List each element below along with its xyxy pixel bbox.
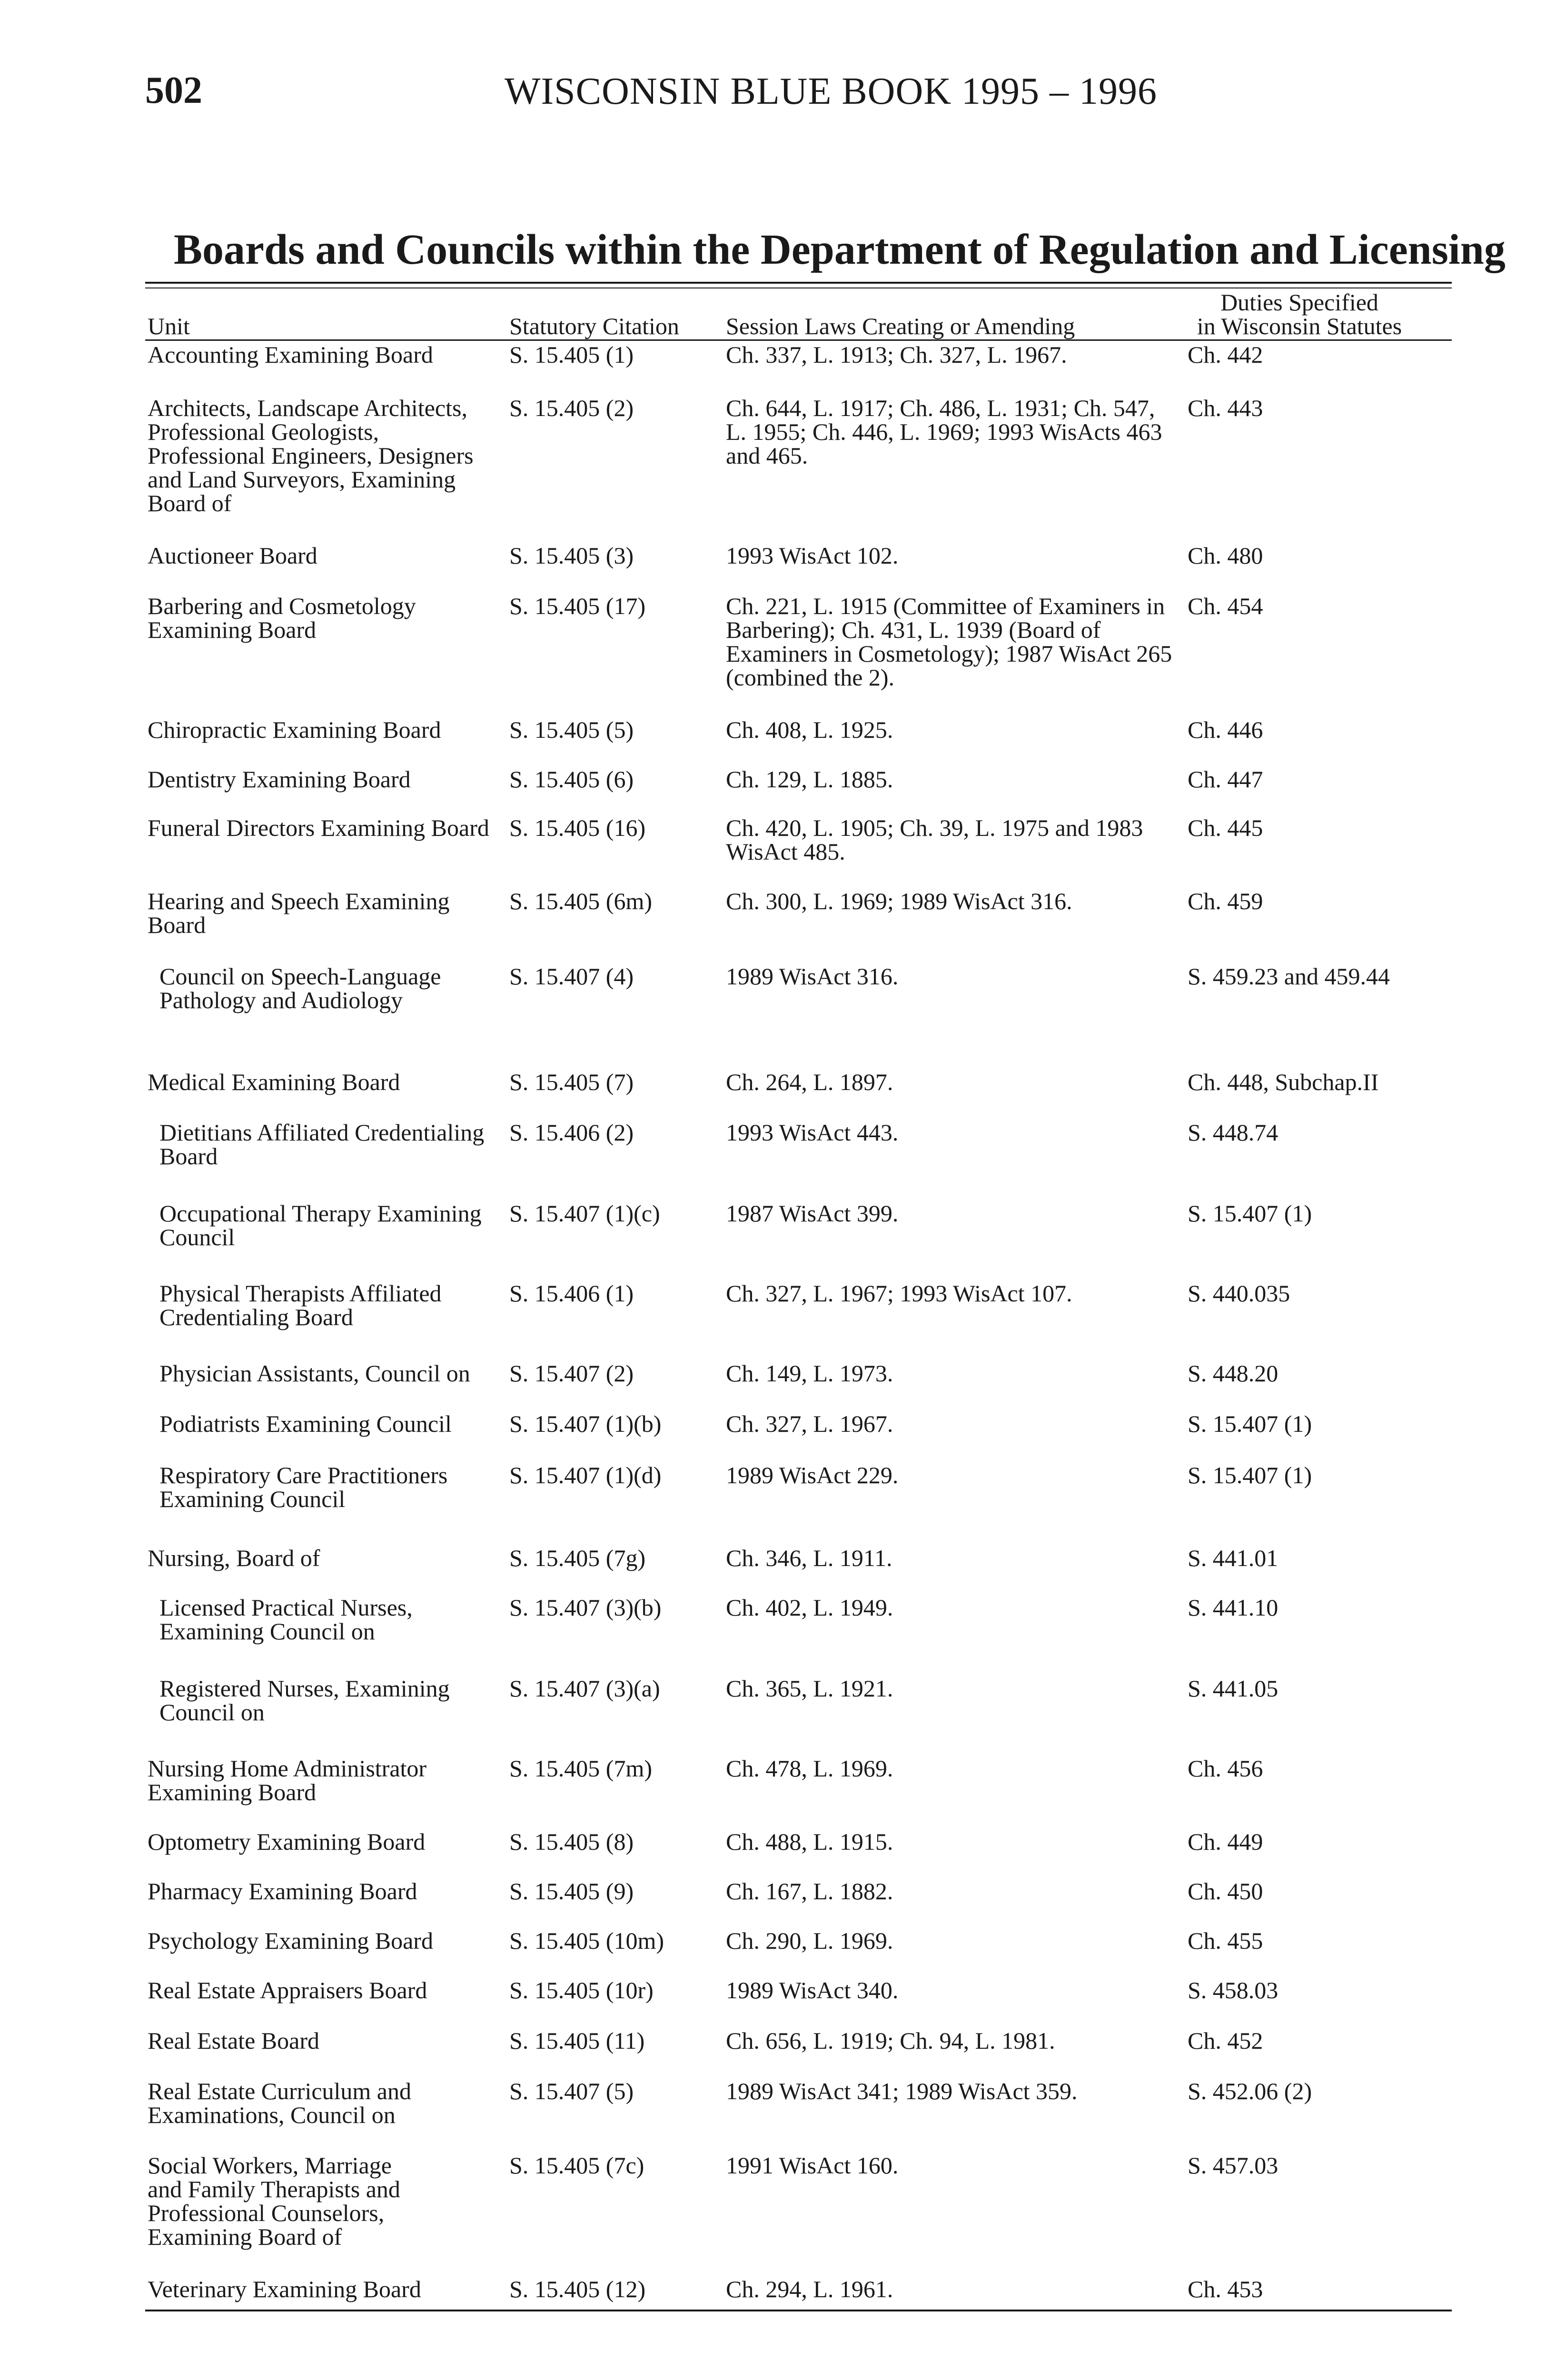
cell-session-laws: Ch. 327, L. 1967. bbox=[726, 1410, 893, 1437]
cell-session-laws: Ch. 167, L. 1882. bbox=[726, 1878, 893, 1904]
cell-unit: Council on Speech-Language Pathology and Audiology bbox=[159, 963, 441, 1013]
cell-duties: Ch. 455 bbox=[1188, 1927, 1263, 1954]
cell-unit: Chiropractic Examining Board bbox=[148, 716, 441, 743]
cell-statute: S. 15.405 (12) bbox=[509, 2276, 646, 2302]
cell-unit: Nursing Home Administrator Examining Board bbox=[148, 1755, 427, 1805]
cell-duties: S. 458.03 bbox=[1188, 1977, 1278, 2003]
cell-session-laws: 1989 WisAct 316. bbox=[726, 963, 899, 990]
cell-duties: S. 441.10 bbox=[1188, 1594, 1278, 1621]
cell-unit: Physician Assistants, Council on bbox=[159, 1360, 470, 1387]
cell-statute: S. 15.405 (7) bbox=[509, 1069, 634, 1095]
cell-duties: Ch. 443 bbox=[1188, 395, 1263, 421]
cell-duties: S. 15.407 (1) bbox=[1188, 1200, 1312, 1227]
cell-unit: Architects, Landscape Architects, Professional Geologists, Professional Engineers, Designers and Land Surveyors, Examining Board of bbox=[148, 395, 474, 516]
cell-unit: Auctioneer Board bbox=[148, 542, 317, 569]
cell-statute: S. 15.407 (3)(a) bbox=[509, 1675, 660, 1702]
cell-unit: Accounting Examining Board bbox=[148, 341, 433, 368]
cell-session-laws: 1989 WisAct 229. bbox=[726, 1462, 899, 1488]
cell-duties: S. 452.06 (2) bbox=[1188, 2078, 1312, 2104]
cell-duties: S. 441.01 bbox=[1188, 1545, 1278, 1571]
cell-statute: S. 15.406 (1) bbox=[509, 1280, 634, 1307]
cell-unit: Barbering and Cosmetology Examining Board bbox=[148, 593, 416, 643]
cell-unit: Social Workers, Marriage and Family Therapists and Professional Counselors, Examining Board of bbox=[148, 2152, 400, 2250]
cell-duties: Ch. 448, Subchap.II bbox=[1188, 1069, 1379, 1095]
cell-statute: S. 15.407 (5) bbox=[509, 2078, 634, 2104]
cell-session-laws: 1993 WisAct 102. bbox=[726, 542, 899, 569]
cell-duties: S. 15.407 (1) bbox=[1188, 1410, 1312, 1437]
title-rule-thick bbox=[145, 282, 1452, 284]
cell-session-laws: 1989 WisAct 340. bbox=[726, 1977, 899, 2003]
cell-duties: Ch. 452 bbox=[1188, 2027, 1263, 2054]
cell-session-laws: Ch. 264, L. 1897. bbox=[726, 1069, 893, 1095]
cell-unit: Real Estate Board bbox=[148, 2027, 319, 2054]
cell-session-laws: Ch. 149, L. 1973. bbox=[726, 1360, 893, 1387]
cell-duties: Ch. 449 bbox=[1188, 1828, 1263, 1855]
column-header-duties bbox=[1188, 290, 1411, 338]
cell-statute: S. 15.405 (9) bbox=[509, 1878, 634, 1904]
page-number: 502 bbox=[145, 69, 202, 111]
cell-statute: S. 15.405 (10r) bbox=[509, 1977, 654, 2003]
cell-unit: Physical Therapists Affiliated Credentialing Board bbox=[159, 1280, 442, 1330]
cell-session-laws: Ch. 346, L. 1911. bbox=[726, 1545, 892, 1571]
cell-session-laws: Ch. 408, L. 1925. bbox=[726, 716, 893, 743]
cell-duties: S. 441.05 bbox=[1188, 1675, 1278, 1702]
running-head: WISCONSIN BLUE BOOK 1995 – 1996 bbox=[505, 70, 1157, 112]
column-header-session-laws: Session Laws Creating or Amending bbox=[726, 313, 1075, 339]
cell-unit: Psychology Examining Board bbox=[148, 1927, 433, 1954]
cell-statute: S. 15.405 (8) bbox=[509, 1828, 634, 1855]
header-rule bbox=[145, 339, 1452, 341]
cell-session-laws: Ch. 402, L. 1949. bbox=[726, 1594, 893, 1621]
cell-session-laws: Ch. 488, L. 1915. bbox=[726, 1828, 893, 1855]
cell-unit: Pharmacy Examining Board bbox=[148, 1878, 417, 1904]
cell-session-laws: 1993 WisAct 443. bbox=[726, 1119, 899, 1146]
cell-duties: Ch. 453 bbox=[1188, 2276, 1263, 2302]
cell-statute: S. 15.405 (16) bbox=[509, 814, 646, 841]
cell-unit: Nursing, Board of bbox=[148, 1545, 320, 1571]
cell-statute: S. 15.407 (3)(b) bbox=[509, 1594, 662, 1621]
cell-statute: S. 15.405 (17) bbox=[509, 593, 646, 619]
cell-session-laws: Ch. 221, L. 1915 (Committee of Examiners in Barbering); Ch. 431, L. 1939 (Board of Examiners in Cosmetology); 1987 WisAct 265 (combined the 2). bbox=[726, 593, 1172, 691]
table-bottom-rule bbox=[145, 2310, 1452, 2311]
cell-duties: S. 448.74 bbox=[1188, 1119, 1278, 1146]
cell-statute: S. 15.407 (1)(d) bbox=[509, 1462, 662, 1488]
table-title: Boards and Councils within the Department of Regulation and Licensing bbox=[174, 226, 1506, 273]
cell-session-laws: 1989 WisAct 341; 1989 WisAct 359. bbox=[726, 2078, 1078, 2104]
cell-statute: S. 15.405 (5) bbox=[509, 716, 634, 743]
cell-statute: S. 15.407 (4) bbox=[509, 963, 634, 990]
cell-session-laws: Ch. 337, L. 1913; Ch. 327, L. 1967. bbox=[726, 341, 1067, 368]
column-header-unit: Unit bbox=[148, 313, 190, 339]
cell-duties: S. 448.20 bbox=[1188, 1360, 1278, 1387]
cell-session-laws: Ch. 290, L. 1969. bbox=[726, 1927, 893, 1954]
cell-unit: Optometry Examining Board bbox=[148, 1828, 426, 1855]
cell-duties: S. 15.407 (1) bbox=[1188, 1462, 1312, 1488]
cell-duties: Ch. 450 bbox=[1188, 1878, 1263, 1904]
cell-unit: Real Estate Curriculum and Examinations, Council on bbox=[148, 2078, 412, 2128]
cell-unit: Dietitians Affiliated Credentialing Board bbox=[159, 1119, 485, 1170]
cell-statute: S. 15.405 (7m) bbox=[509, 1755, 652, 1782]
cell-session-laws: 1987 WisAct 399. bbox=[726, 1200, 899, 1227]
cell-unit: Real Estate Appraisers Board bbox=[148, 1977, 427, 2003]
cell-statute: S. 15.407 (2) bbox=[509, 1360, 634, 1387]
cell-unit: Dentistry Examining Board bbox=[148, 766, 411, 793]
cell-duties: Ch. 480 bbox=[1188, 542, 1263, 569]
cell-statute: S. 15.405 (11) bbox=[509, 2027, 645, 2054]
cell-session-laws: Ch. 365, L. 1921. bbox=[726, 1675, 893, 1702]
column-header-duties-line1: Duties Specified bbox=[1220, 289, 1378, 316]
cell-statute: S. 15.405 (7g) bbox=[509, 1545, 646, 1571]
cell-statute: S. 15.407 (1)(b) bbox=[509, 1410, 662, 1437]
cell-session-laws: Ch. 300, L. 1969; 1989 WisAct 316. bbox=[726, 888, 1072, 914]
cell-unit: Medical Examining Board bbox=[148, 1069, 400, 1095]
cell-unit: Registered Nurses, Examining Council on bbox=[159, 1675, 450, 1726]
cell-unit: Podiatrists Examining Council bbox=[159, 1410, 452, 1437]
cell-session-laws: Ch. 327, L. 1967; 1993 WisAct 107. bbox=[726, 1280, 1072, 1307]
cell-session-laws: Ch. 478, L. 1969. bbox=[726, 1755, 893, 1782]
cell-unit: Occupational Therapy Examining Council bbox=[159, 1200, 482, 1250]
cell-duties: S. 457.03 bbox=[1188, 2152, 1278, 2179]
cell-unit: Hearing and Speech Examining Board bbox=[148, 888, 450, 938]
cell-duties: S. 440.035 bbox=[1188, 1280, 1290, 1307]
cell-duties: Ch. 459 bbox=[1188, 888, 1263, 914]
cell-unit: Veterinary Examining Board bbox=[148, 2276, 421, 2302]
column-header-statutory-citation: Statutory Citation bbox=[509, 313, 679, 339]
cell-unit: Licensed Practical Nurses, Examining Council on bbox=[159, 1594, 413, 1645]
cell-session-laws: Ch. 644, L. 1917; Ch. 486, L. 1931; Ch. 547, L. 1955; Ch. 446, L. 1969; 1993 WisActs 463 and 465. bbox=[726, 395, 1162, 469]
cell-statute: S. 15.405 (1) bbox=[509, 341, 634, 368]
cell-statute: S. 15.407 (1)(c) bbox=[509, 1200, 660, 1227]
cell-session-laws: Ch. 656, L. 1919; Ch. 94, L. 1981. bbox=[726, 2027, 1055, 2054]
cell-unit: Respiratory Care Practitioners Examining Council bbox=[159, 1462, 448, 1512]
cell-session-laws: Ch. 294, L. 1961. bbox=[726, 2276, 893, 2302]
cell-duties: Ch. 442 bbox=[1188, 341, 1263, 368]
cell-session-laws: 1991 WisAct 160. bbox=[726, 2152, 899, 2179]
cell-duties: Ch. 447 bbox=[1188, 766, 1263, 793]
cell-session-laws: Ch. 129, L. 1885. bbox=[726, 766, 893, 793]
cell-session-laws: Ch. 420, L. 1905; Ch. 39, L. 1975 and 1983 WisAct 485. bbox=[726, 814, 1143, 865]
cell-statute: S. 15.405 (2) bbox=[509, 395, 634, 421]
cell-statute: S. 15.405 (10m) bbox=[509, 1927, 664, 1954]
cell-duties: Ch. 456 bbox=[1188, 1755, 1263, 1782]
cell-statute: S. 15.405 (3) bbox=[509, 542, 634, 569]
cell-statute: S. 15.406 (2) bbox=[509, 1119, 634, 1146]
cell-statute: S. 15.405 (7c) bbox=[509, 2152, 644, 2179]
cell-statute: S. 15.405 (6m) bbox=[509, 888, 652, 914]
cell-duties: Ch. 446 bbox=[1188, 716, 1263, 743]
column-header-duties-line2: in Wisconsin Statutes bbox=[1197, 313, 1402, 339]
cell-unit: Funeral Directors Examining Board bbox=[148, 814, 489, 841]
cell-statute: S. 15.405 (6) bbox=[509, 766, 634, 793]
cell-duties: Ch. 454 bbox=[1188, 593, 1263, 619]
cell-duties: S. 459.23 and 459.44 bbox=[1188, 963, 1390, 990]
cell-duties: Ch. 445 bbox=[1188, 814, 1263, 841]
